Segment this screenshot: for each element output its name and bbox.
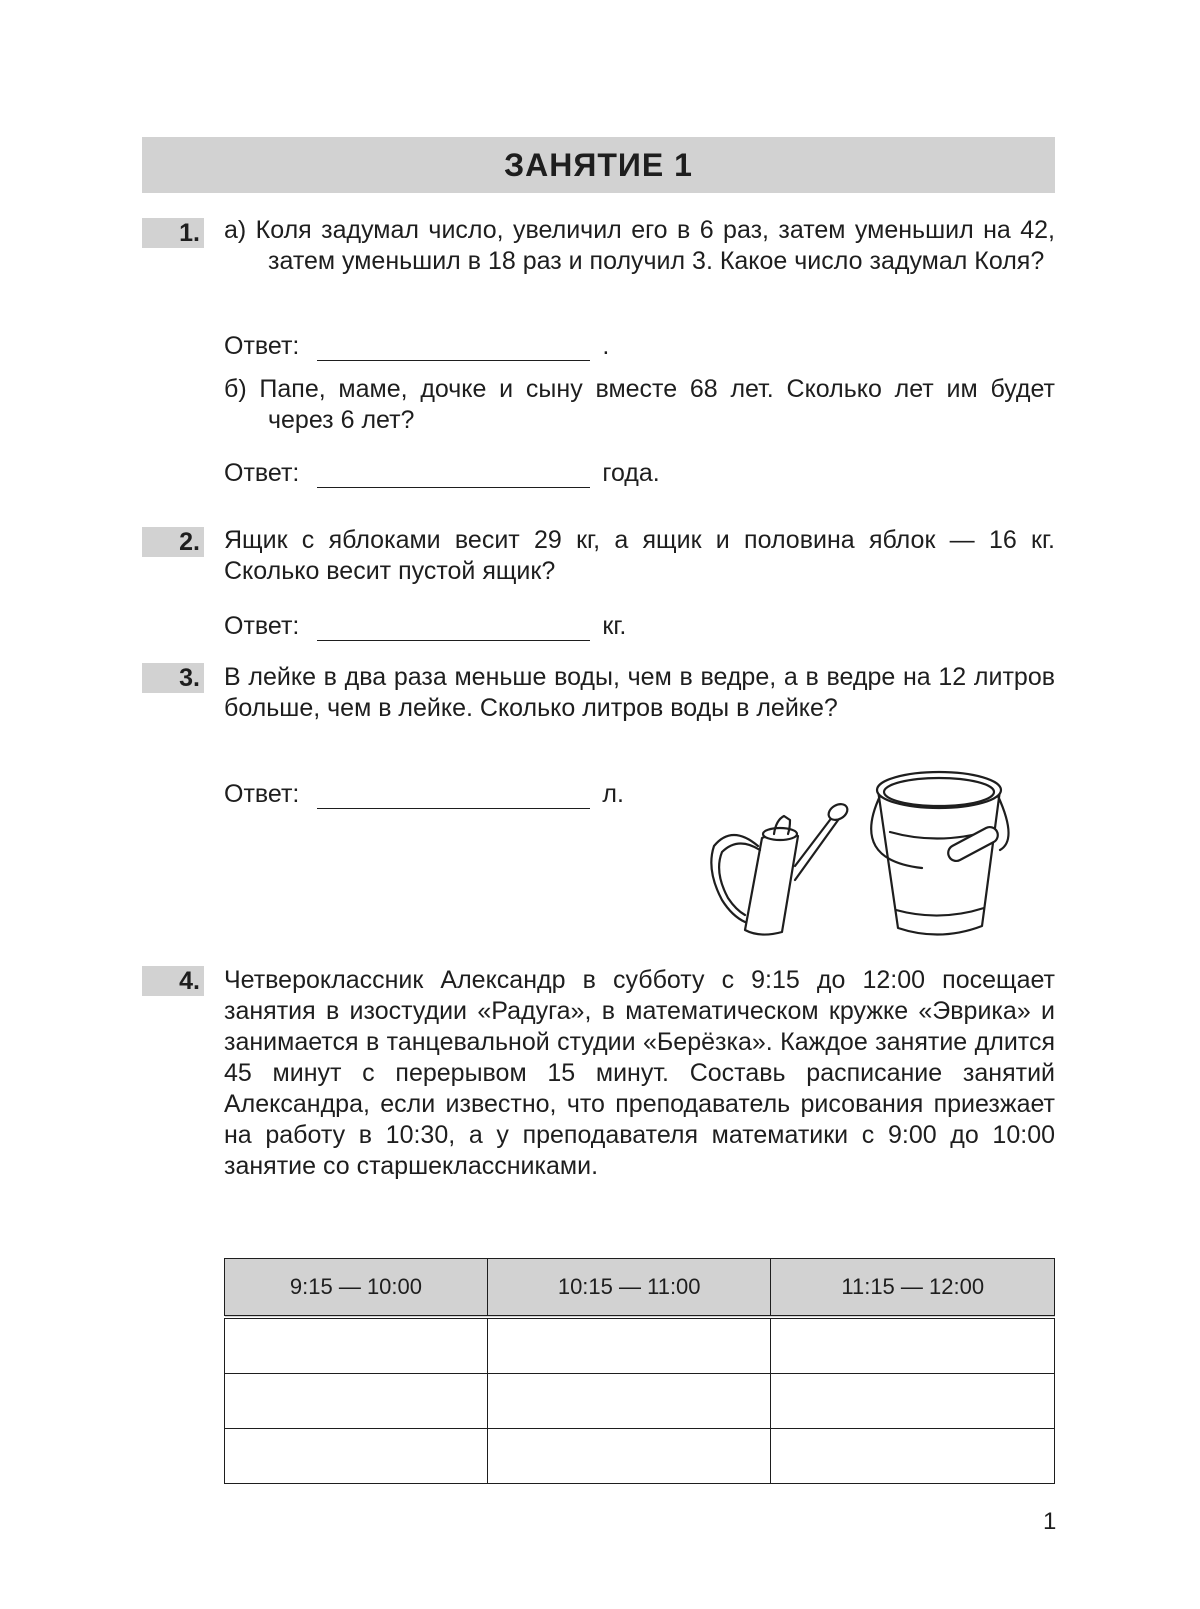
answer-blank[interactable] (317, 338, 590, 361)
schedule-cell[interactable] (771, 1374, 1055, 1429)
task-3-text: В лейке в два раза меньше воды, чем в ведре, а в ведре на 12 литров больше, чем в лейке. Сколько литров воды в лейке? (224, 663, 1055, 722)
table-row (225, 1374, 1055, 1429)
task-1a-text: а) Коля задумал число, увеличил его в 6 раз, затем уменьшил на 42, затем уменьшил в 18 раз и получил 3. Какое число задумал Коля? (224, 216, 1055, 275)
task-1b-text: б) Папе, маме, дочке и сыну вместе 68 лет. Сколько лет им будет через 6 лет? (224, 375, 1055, 434)
watering-can-icon (711, 801, 850, 935)
answer-suffix: года. (602, 459, 660, 487)
answer-label: Ответ: (224, 780, 300, 808)
task-4-number: 4. (142, 966, 204, 996)
schedule-header-slot-1: 9:15 — 10:00 (225, 1259, 488, 1318)
schedule-cell[interactable] (225, 1317, 488, 1374)
schedule-cell[interactable] (487, 1374, 771, 1429)
task-2-number: 2. (142, 527, 204, 557)
answer-blank[interactable] (317, 786, 590, 809)
watering-can-and-bucket-illustration (700, 750, 1040, 950)
schedule-cell[interactable] (771, 1317, 1055, 1374)
task-1a-answer (224, 330, 609, 361)
schedule-cell[interactable] (771, 1429, 1055, 1484)
schedule-cell[interactable] (487, 1429, 771, 1484)
answer-blank[interactable] (317, 618, 590, 641)
task-4-text: Четвероклассник Александр в субботу с 9:15 до 12:00 посещает занятия в изостудии «Радуга», в математическом кружке «Эврика» и занимается в танцевальной студии «Берёзка». Каждое занятие длится 45 минут с перерывом 15 минут. Составь расписание занятий Александра, если известно, что преподаватель рисования приезжает на работу в 10:30, а у преподавателя математики с 9:00 до 10:00 занятие со старшеклассниками. (224, 966, 1055, 1180)
table-row (225, 1317, 1055, 1374)
answer-label: Ответ: (224, 332, 300, 360)
task-2-text: Ящик с яблоками весит 29 кг, а ящик и половина яблок — 16 кг. Сколько весит пустой ящик? (224, 526, 1055, 585)
answer-label: Ответ: (224, 612, 300, 640)
answer-blank[interactable] (317, 465, 590, 488)
schedule-header-slot-2: 10:15 — 11:00 (487, 1259, 771, 1318)
answer-label: Ответ: (224, 459, 300, 487)
answer-suffix: л. (602, 780, 624, 808)
schedule-header-slot-3: 11:15 — 12:00 (771, 1259, 1055, 1318)
answer-suffix: кг. (602, 612, 627, 640)
task-2-answer (224, 610, 626, 641)
page-number: 1 (1043, 1508, 1057, 1535)
schedule-cell[interactable] (225, 1374, 488, 1429)
lesson-header (142, 137, 1055, 193)
page-title: ЗАНЯТИЕ 1 (504, 146, 693, 183)
table-row (225, 1429, 1055, 1484)
answer-suffix: . (602, 332, 610, 360)
schedule-table (224, 1258, 1055, 1484)
schedule-cell[interactable] (225, 1429, 488, 1484)
task-1-number: 1. (142, 218, 204, 248)
schedule-cell[interactable] (487, 1317, 771, 1374)
task-1b-answer (224, 457, 660, 488)
bucket-icon (871, 772, 1008, 935)
task-3-number: 3. (142, 663, 204, 693)
task-3-answer (224, 778, 624, 809)
schedule-header-row (225, 1259, 1055, 1318)
